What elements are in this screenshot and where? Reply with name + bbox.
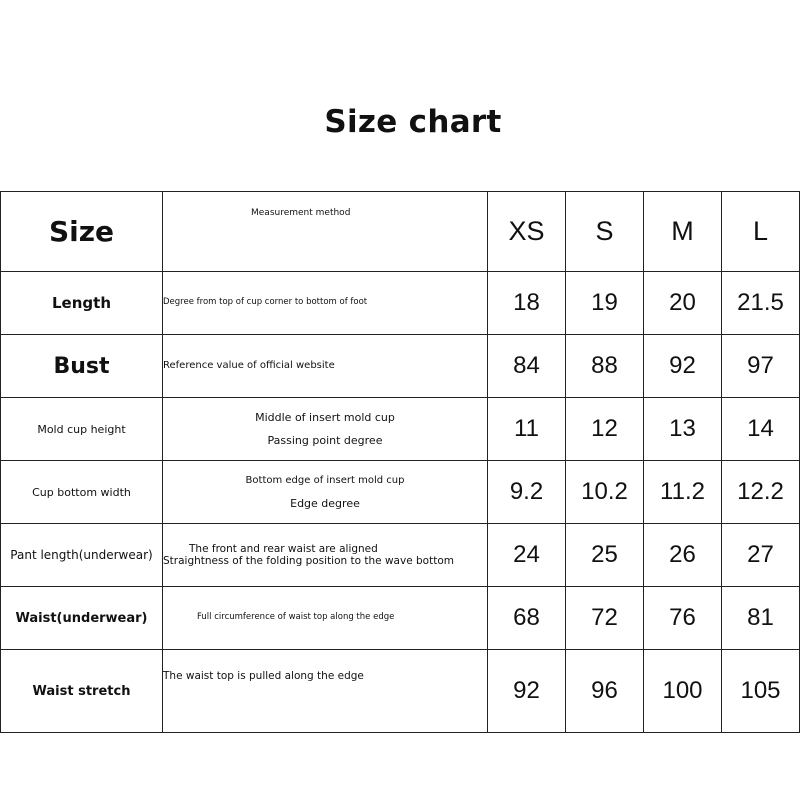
method-line-1: Middle of insert mold cup (255, 411, 395, 424)
row-method (163, 461, 488, 524)
header-s: S (566, 192, 644, 272)
value-m: 76 (644, 587, 722, 650)
method-line-1: Bottom edge of insert mold cup (245, 474, 405, 486)
row-name: Bust (1, 335, 163, 398)
row-name: Length (1, 272, 163, 335)
table-row (1, 461, 800, 524)
method-line-2: Edge degree (290, 496, 360, 510)
value-s: 10.2 (566, 461, 644, 524)
page-title: Size chart (324, 104, 502, 140)
header-size: Size (1, 192, 163, 272)
value-s: 19 (566, 272, 644, 335)
row-name: Waist stretch (1, 650, 163, 733)
value-l: 12.2 (722, 461, 800, 524)
size-table (0, 191, 800, 733)
method-line-1: The front and rear waist are aligned (189, 542, 378, 555)
table-row (1, 398, 800, 461)
value-l: 105 (722, 650, 800, 733)
value-m: 92 (644, 335, 722, 398)
value-l: 81 (722, 587, 800, 650)
table-row (1, 587, 800, 650)
header-xs: XS (488, 192, 566, 272)
value-xs: 24 (488, 524, 566, 587)
value-xs: 68 (488, 587, 566, 650)
row-name: Cup bottom width (1, 461, 163, 524)
row-name: Mold cup height (1, 398, 163, 461)
row-method: Degree from top of cup corner to bottom of foot (163, 272, 488, 335)
value-xs: 92 (488, 650, 566, 733)
value-l: 27 (722, 524, 800, 587)
method-line-2: Passing point degree (267, 434, 383, 447)
row-method: The waist top is pulled along the edge (163, 650, 488, 733)
header-l: L (722, 192, 800, 272)
value-l: 21.5 (722, 272, 800, 335)
table-row (1, 272, 800, 335)
value-m: 13 (644, 398, 722, 461)
row-method: Full circumference of waist top along the edge (163, 587, 488, 650)
row-name: Pant length(underwear) (1, 524, 163, 587)
row-method: Reference value of official website (163, 335, 488, 398)
value-s: 72 (566, 587, 644, 650)
header-method: Measurement method (163, 192, 488, 272)
table-row (1, 524, 800, 587)
value-m: 26 (644, 524, 722, 587)
value-xs: 84 (488, 335, 566, 398)
value-s: 12 (566, 398, 644, 461)
row-name: Waist(underwear) (1, 587, 163, 650)
header-m: M (644, 192, 722, 272)
row-method (163, 524, 488, 587)
value-m: 20 (644, 272, 722, 335)
table-row (1, 335, 800, 398)
value-xs: 18 (488, 272, 566, 335)
value-l: 97 (722, 335, 800, 398)
header-row (1, 192, 800, 272)
value-s: 88 (566, 335, 644, 398)
row-method (163, 398, 488, 461)
method-line-2: Straightness of the folding position to the wave bottom (163, 555, 454, 567)
table-row (1, 650, 800, 733)
value-m: 100 (644, 650, 722, 733)
value-m: 11.2 (644, 461, 722, 524)
value-s: 25 (566, 524, 644, 587)
value-l: 14 (722, 398, 800, 461)
value-xs: 11 (488, 398, 566, 461)
value-xs: 9.2 (488, 461, 566, 524)
value-s: 96 (566, 650, 644, 733)
